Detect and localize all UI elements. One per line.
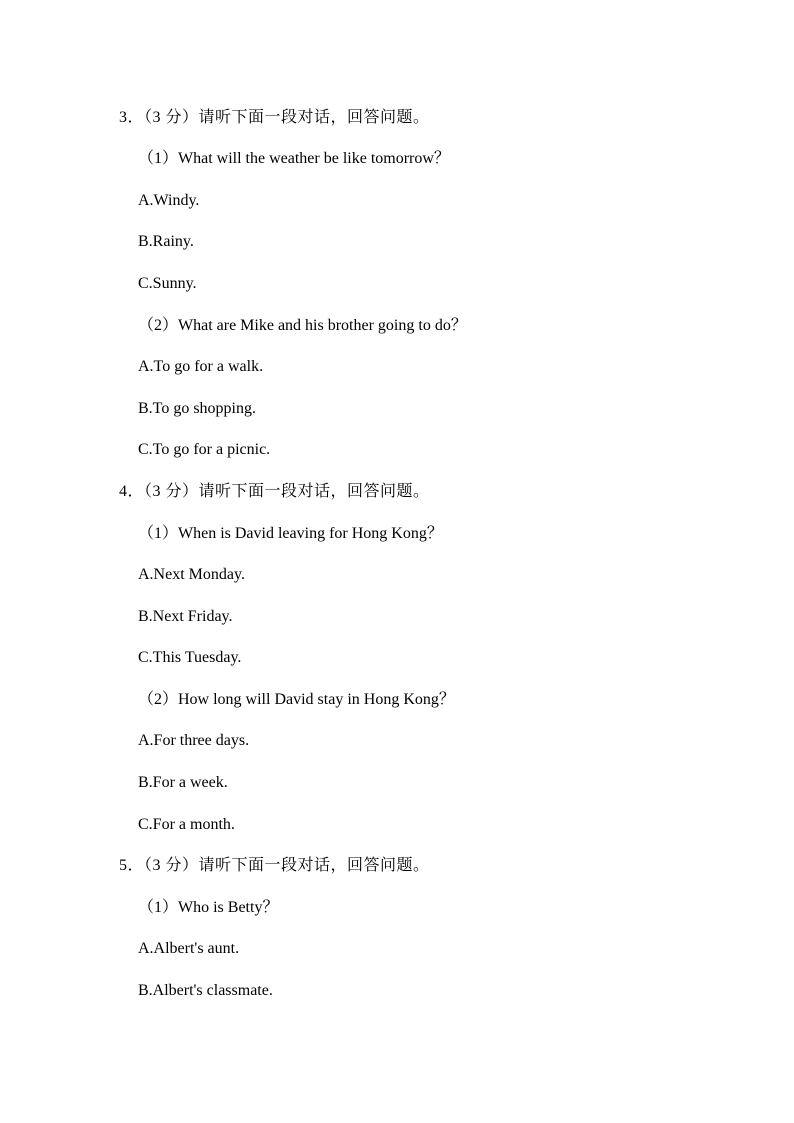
question-5-sub-1-option-a: A.Albert's aunt. (138, 940, 240, 957)
question-4-instruction: （3 分）请听下面一段对话，回答问题。 (144, 483, 430, 500)
question-4-sub-1-option-a: A.Next Monday. (138, 566, 245, 583)
question-4-sub-1-option-c: C.This Tuesday. (138, 649, 242, 666)
question-4-sub-2-prompt: （2）How long will David stay in Hong Kong？ (138, 691, 455, 708)
question-5-sub-1-option-b: B.Albert's classmate. (138, 982, 273, 999)
question-3-instruction: （3 分）请听下面一段对话，回答问题。 (144, 109, 430, 126)
question-3-sub-1-option-b: B.Rainy. (138, 233, 194, 250)
question-4-sub-1-option-b: B.Next Friday. (138, 608, 233, 625)
question-4-sub-1-prompt: （1）When is David leaving for Hong Kong？ (138, 525, 443, 542)
question-5-header (119, 856, 430, 876)
question-3-sub-2-option-b: B.To go shopping. (138, 400, 256, 417)
question-3-sub-2-option-a: A.To go for a walk. (138, 358, 264, 375)
question-5-number: 5． (119, 857, 145, 874)
question-4-sub-2-option-b: B.For a week. (138, 774, 228, 791)
question-3-sub-1-option-a: A.Windy. (138, 192, 200, 209)
question-4-number: 4． (119, 483, 145, 500)
question-5-instruction: （3 分）请听下面一段对话，回答问题。 (144, 857, 430, 874)
question-3-sub-2-option-c: C.To go for a picnic. (138, 441, 271, 458)
question-3-sub-2-prompt: （2）What are Mike and his brother going to do？ (138, 317, 467, 334)
question-3-number: 3． (119, 109, 145, 126)
question-3-sub-1-option-c: C.Sunny. (138, 275, 197, 292)
question-3-sub-1-prompt: （1）What will the weather be like tomorrow？ (138, 150, 450, 167)
question-3-header (119, 108, 430, 128)
question-4-sub-2-option-a: A.For three days. (138, 732, 250, 749)
question-4-header (119, 482, 430, 502)
question-4-sub-2-option-c: C.For a month. (138, 816, 235, 833)
question-5-sub-1-prompt: （1）Who is Betty？ (138, 899, 279, 916)
